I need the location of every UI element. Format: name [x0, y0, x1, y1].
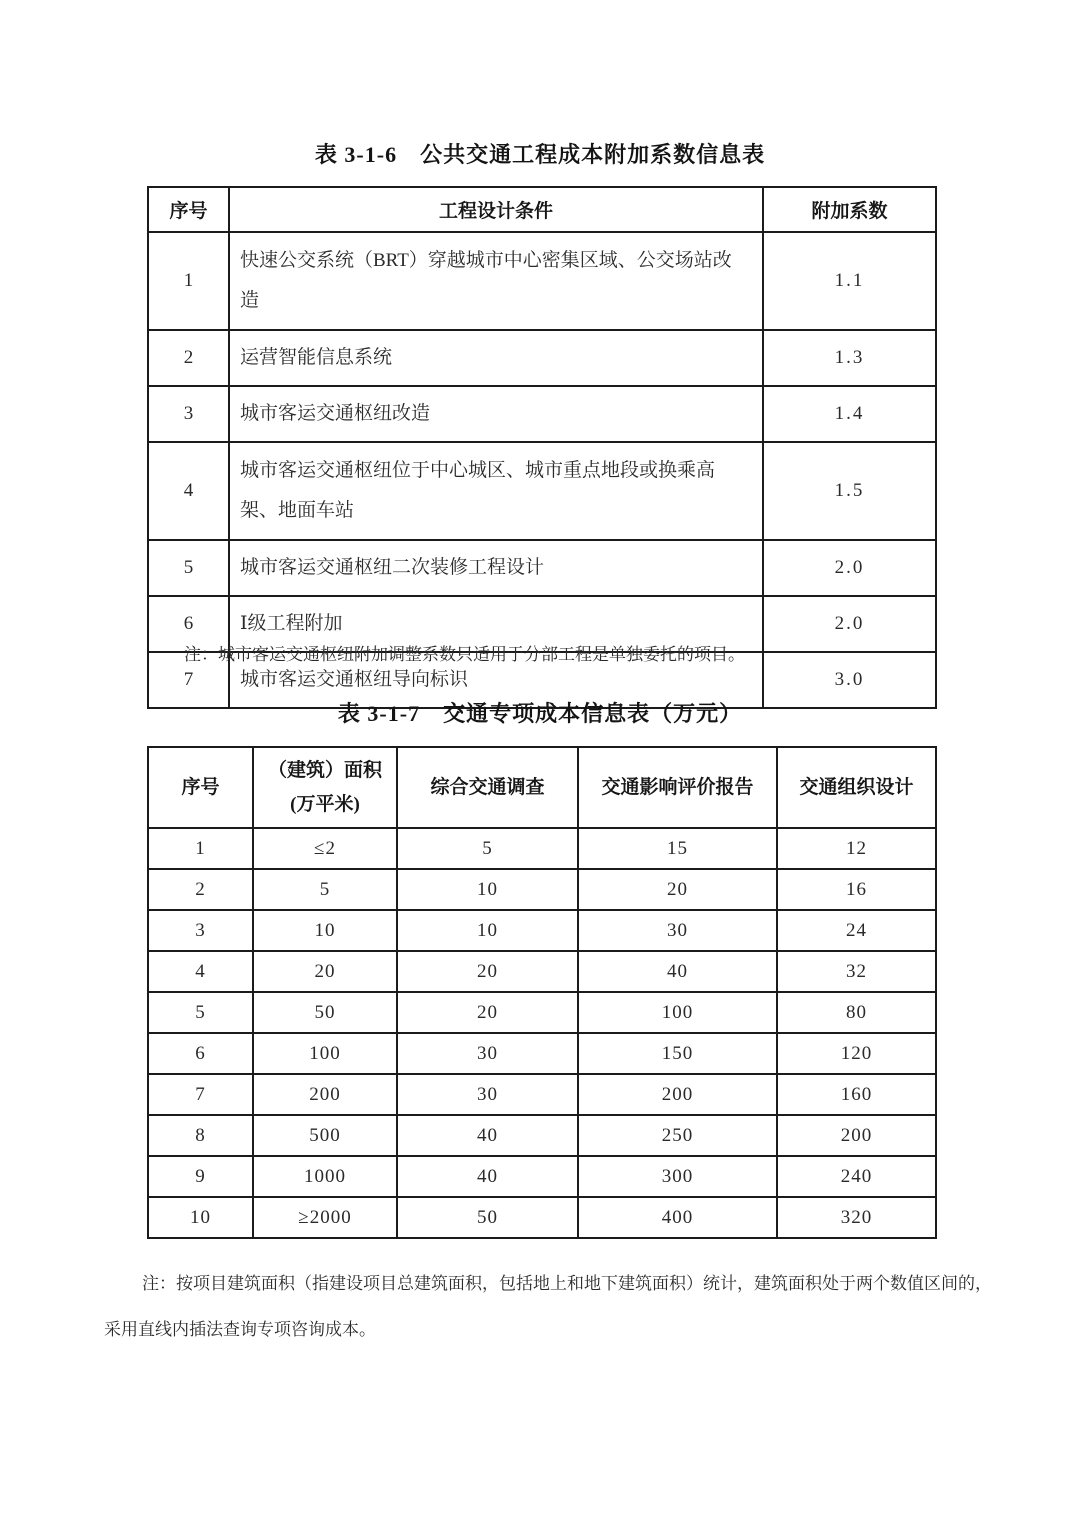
- cell-org-design: 32: [777, 951, 936, 992]
- cell-area: 100: [253, 1033, 397, 1074]
- cell-impact-report: 30: [578, 910, 777, 951]
- cell-org-design: 120: [777, 1033, 936, 1074]
- table-row: [148, 1033, 936, 1074]
- cell-area: 200: [253, 1074, 397, 1115]
- table-3-1-7-title: 表 3-1-7 交通专项成本信息表（万元）: [337, 701, 743, 726]
- cell-org-design: 240: [777, 1156, 936, 1197]
- cell-survey: 50: [397, 1197, 578, 1238]
- cell-survey: 10: [397, 869, 578, 910]
- table-row: [148, 1197, 936, 1238]
- table-3-1-7: [147, 746, 937, 1239]
- cell-factor: 2.0: [763, 596, 936, 652]
- cell-area: ≥2000: [253, 1197, 397, 1238]
- header-impact-report: 交通影响评价报告: [578, 747, 777, 828]
- cell-impact-report: 400: [578, 1197, 777, 1238]
- cell-impact-report: 200: [578, 1074, 777, 1115]
- cell-org-design: 200: [777, 1115, 936, 1156]
- cell-condition: 运营智能信息系统: [229, 330, 763, 386]
- cell-seq: 3: [148, 386, 229, 442]
- cell-survey: 20: [397, 992, 578, 1033]
- cell-area: 1000: [253, 1156, 397, 1197]
- cell-seq: 7: [148, 652, 229, 708]
- header-seq: 序号: [148, 747, 253, 828]
- cell-factor: 1.1: [763, 232, 936, 330]
- header-factor: 附加系数: [763, 187, 936, 232]
- table-row: [148, 910, 936, 951]
- cell-impact-report: 15: [578, 828, 777, 869]
- table-3-1-6: [147, 186, 937, 709]
- cell-impact-report: 150: [578, 1033, 777, 1074]
- cell-seq: 1: [148, 828, 253, 869]
- table-row: [148, 828, 936, 869]
- header-area: （建筑）面积(万平米): [253, 747, 397, 828]
- table-row: [148, 951, 936, 992]
- cell-seq: 9: [148, 1156, 253, 1197]
- table-row: [148, 442, 936, 540]
- table-row: [148, 330, 936, 386]
- cell-factor: 1.5: [763, 442, 936, 540]
- cell-seq: 5: [148, 992, 253, 1033]
- cell-factor: 2.0: [763, 540, 936, 596]
- cell-seq: 2: [148, 869, 253, 910]
- cell-org-design: 80: [777, 992, 936, 1033]
- table-3-1-6-note: 注：城市客运交通枢纽附加调整系数只适用于分部工程是单独委托的项目。: [184, 645, 745, 664]
- cell-condition: 快速公交系统（BRT）穿越城市中心密集区域、公交场站改造: [229, 232, 763, 330]
- table-header-row: [148, 747, 936, 828]
- cell-area: 10: [253, 910, 397, 951]
- table-3-1-7-note: 注：按项目建筑面积（指建设项目总建筑面积，包括地上和地下建筑面积）统计，建筑面积处于两个数值区间的，采用直线内插法查询专项咨询成本。: [104, 1274, 992, 1339]
- cell-condition: Ⅰ级工程附加: [229, 596, 763, 652]
- cell-area: 5: [253, 869, 397, 910]
- table-row: [148, 540, 936, 596]
- cell-seq: 4: [148, 951, 253, 992]
- cell-impact-report: 100: [578, 992, 777, 1033]
- cell-condition: 城市客运交通枢纽导向标识: [229, 652, 763, 708]
- cell-impact-report: 40: [578, 951, 777, 992]
- cell-seq: 4: [148, 442, 229, 540]
- header-survey: 综合交通调查: [397, 747, 578, 828]
- cell-survey: 5: [397, 828, 578, 869]
- cell-survey: 30: [397, 1033, 578, 1074]
- cell-org-design: 160: [777, 1074, 936, 1115]
- cell-survey: 30: [397, 1074, 578, 1115]
- cell-factor: 3.0: [763, 652, 936, 708]
- cell-seq: 1: [148, 232, 229, 330]
- cell-seq: 2: [148, 330, 229, 386]
- header-org-design: 交通组织设计: [777, 747, 936, 828]
- cell-factor: 1.4: [763, 386, 936, 442]
- cell-condition: 城市客运交通枢纽改造: [229, 386, 763, 442]
- table-row: [148, 1156, 936, 1197]
- cell-factor: 1.3: [763, 330, 936, 386]
- cell-area: ≤2: [253, 828, 397, 869]
- cell-org-design: 16: [777, 869, 936, 910]
- table-header-row: [148, 187, 936, 232]
- cell-impact-report: 300: [578, 1156, 777, 1197]
- cell-survey: 40: [397, 1115, 578, 1156]
- header-seq: 序号: [148, 187, 229, 232]
- table-row: [148, 869, 936, 910]
- cell-impact-report: 250: [578, 1115, 777, 1156]
- cell-condition: 城市客运交通枢纽二次装修工程设计: [229, 540, 763, 596]
- cell-org-design: 12: [777, 828, 936, 869]
- table-row: [148, 386, 936, 442]
- table-row: [148, 1074, 936, 1115]
- table-row: [148, 232, 936, 330]
- table-3-1-6-title: 表 3-1-6 公共交通工程成本附加系数信息表: [314, 142, 766, 167]
- cell-survey: 40: [397, 1156, 578, 1197]
- cell-impact-report: 20: [578, 869, 777, 910]
- cell-seq: 5: [148, 540, 229, 596]
- header-condition: 工程设计条件: [229, 187, 763, 232]
- cell-seq: 3: [148, 910, 253, 951]
- table-row: [148, 992, 936, 1033]
- cell-seq: 6: [148, 596, 229, 652]
- cell-seq: 7: [148, 1074, 253, 1115]
- cell-seq: 8: [148, 1115, 253, 1156]
- cell-seq: 6: [148, 1033, 253, 1074]
- cell-org-design: 320: [777, 1197, 936, 1238]
- cell-area: 500: [253, 1115, 397, 1156]
- cell-area: 50: [253, 992, 397, 1033]
- cell-condition: 城市客运交通枢纽位于中心城区、城市重点地段或换乘高架、地面车站: [229, 442, 763, 540]
- table-row: [148, 1115, 936, 1156]
- cell-survey: 20: [397, 951, 578, 992]
- cell-area: 20: [253, 951, 397, 992]
- cell-survey: 10: [397, 910, 578, 951]
- cell-org-design: 24: [777, 910, 936, 951]
- cell-seq: 10: [148, 1197, 253, 1238]
